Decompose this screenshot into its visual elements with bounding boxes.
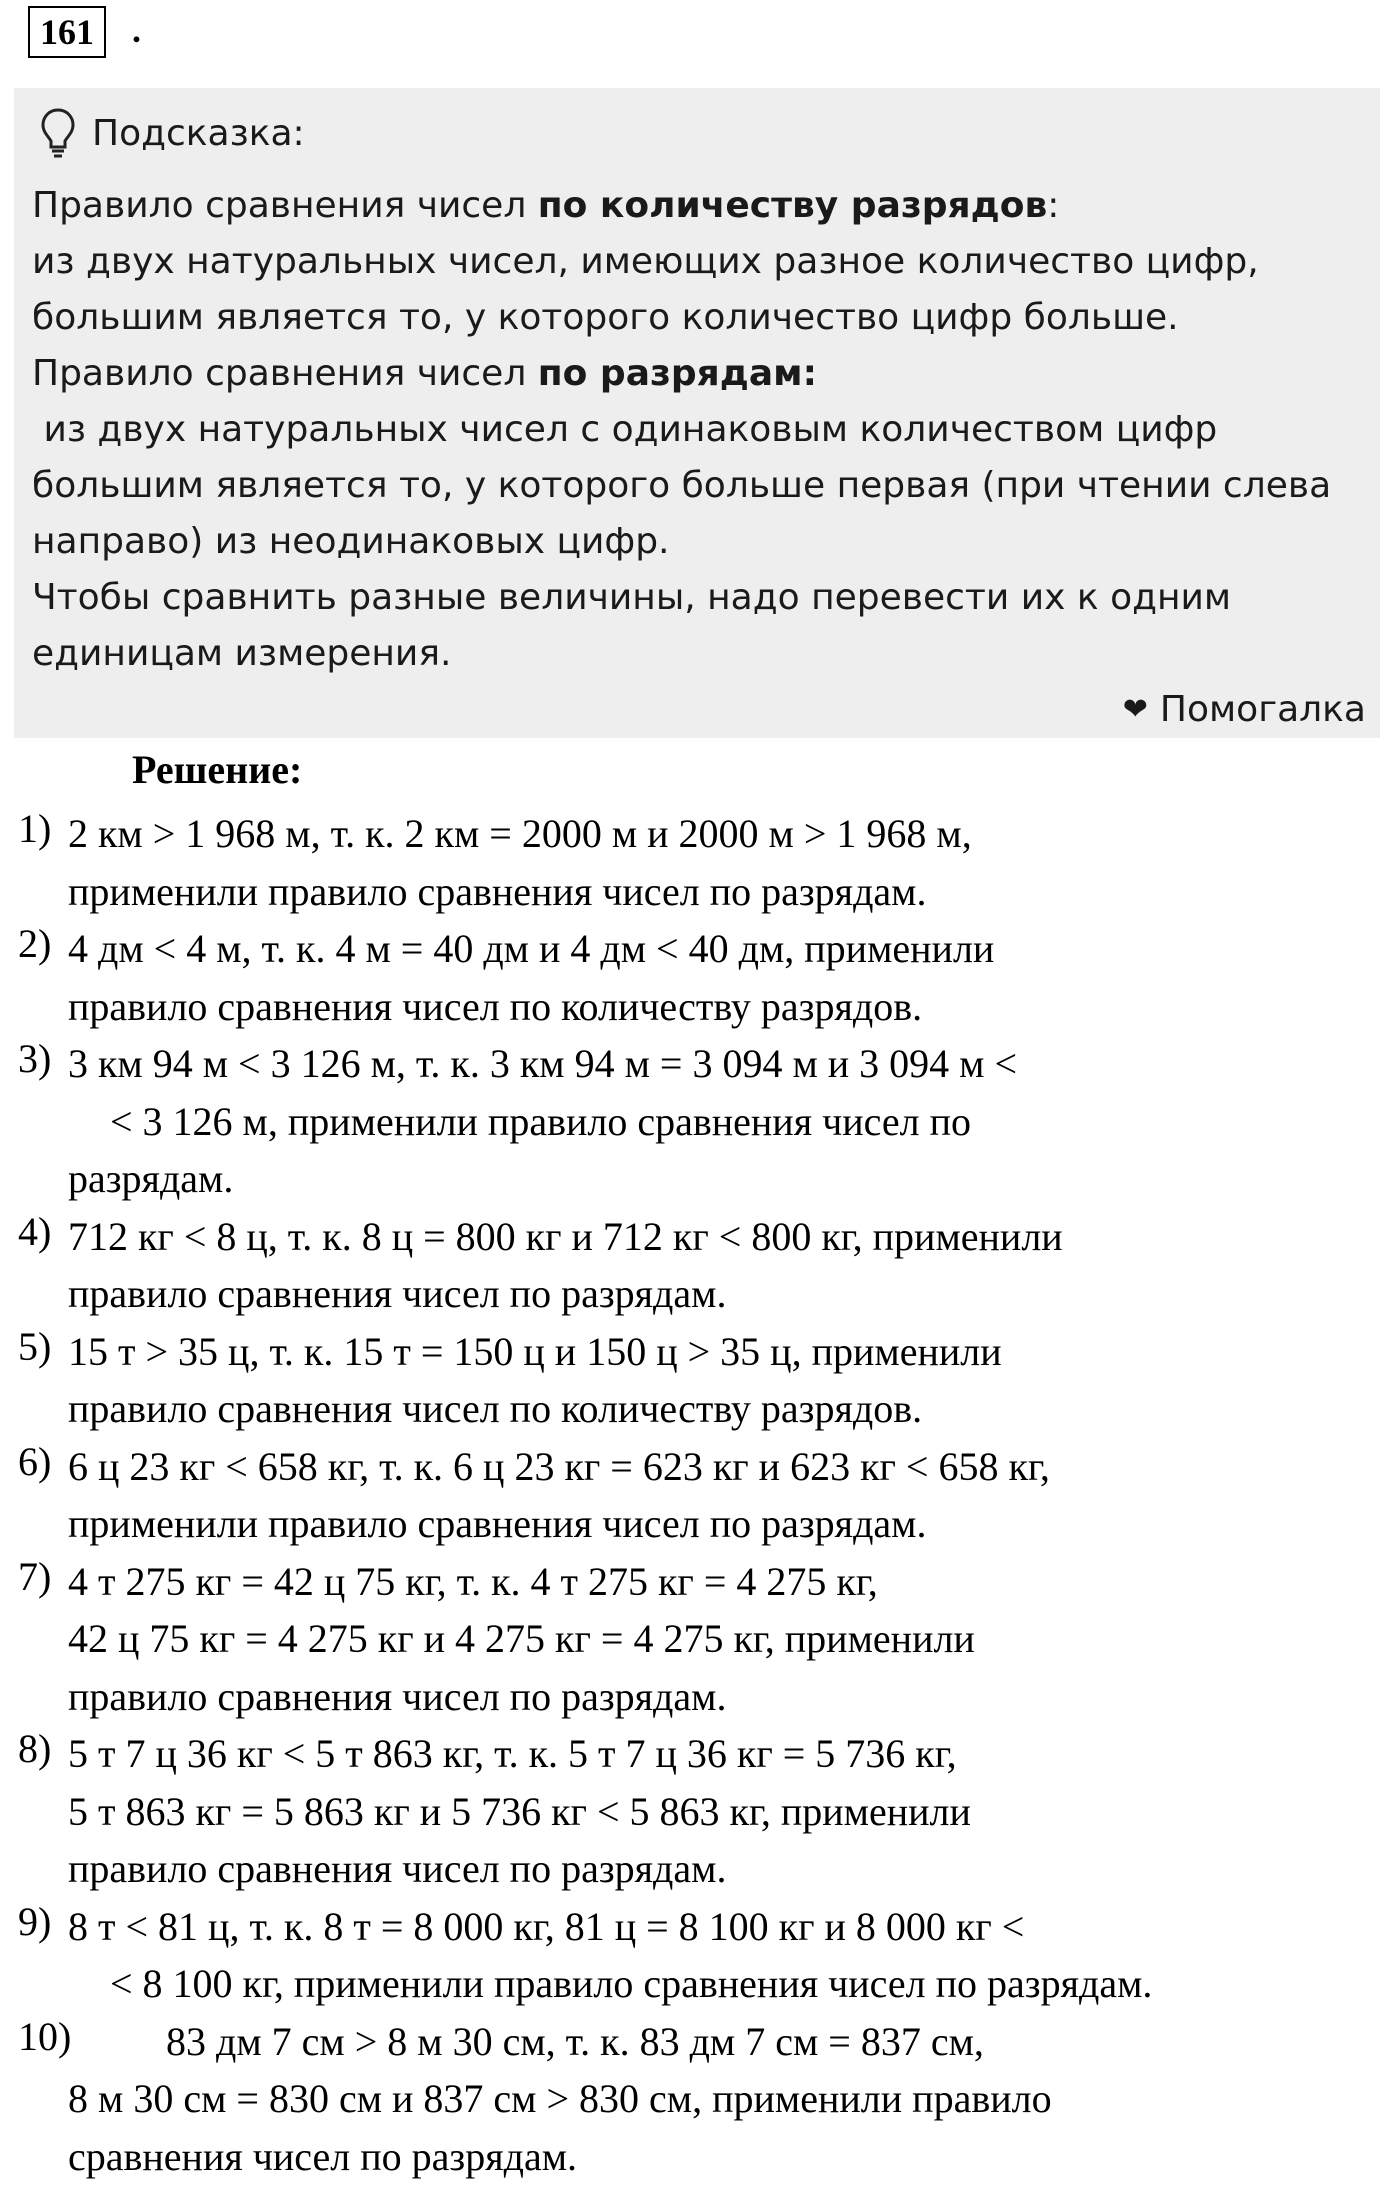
task-number-dot: . [132, 10, 141, 50]
solution-line: 3 км 94 м < 3 126 м, т. к. 3 км 94 м = 3 094 м и 3 094 м < [68, 1041, 1018, 1086]
hint-line: из двух натуральных чисел с одинаковым количеством цифр [32, 409, 1218, 450]
hint-header [32, 98, 1362, 168]
hint-bold-term: по количеству разрядов [537, 185, 1048, 226]
hint-text-part: Правило сравнения чисел [32, 353, 538, 394]
hint-bold-term: по разрядам: [537, 353, 817, 394]
solution-line: 712 кг < 8 ц, т. к. 8 ц = 800 кг и 712 кг < 800 кг, применили [68, 1213, 1063, 1259]
solution-line: 2 км > 1 968 м, т. к. 2 км = 2000 м и 2000 м > 1 968 м, [68, 811, 972, 856]
solution-line: 6 ц 23 кг < 658 кг, т. к. 6 ц 23 кг = 623 кг и 623 кг < 658 кг, [68, 1443, 1050, 1489]
solution-line: 4 дм < 4 м, т. к. 4 м = 40 дм и 4 дм < 40 дм, применили [68, 926, 995, 971]
solution-line: < 8 100 кг, применили правило сравнения чисел по разрядам. [110, 1961, 1153, 2006]
hint-panel [14, 88, 1380, 738]
solution-item [18, 1438, 1390, 1553]
solution-item-marker: 2) [18, 921, 52, 966]
solution-item [18, 805, 1390, 920]
solution-line: правило сравнения чисел по количеству разрядов. [68, 1386, 923, 1431]
solution-title: Решение: [132, 747, 303, 792]
heart-icon: ❤ [1122, 692, 1148, 727]
solution-item-marker: 8) [18, 1726, 52, 1771]
hint-text-part: : [1047, 185, 1060, 226]
solution-item [18, 920, 1390, 1035]
solution-line: 42 ц 75 кг = 4 275 кг и 4 275 кг = 4 275 кг, применили [68, 1616, 975, 1661]
credit [1123, 682, 1366, 738]
solution-list [18, 805, 1390, 2185]
solution-item [18, 1725, 1390, 1898]
solution-line: 5 т 7 ц 36 кг < 5 т 863 кг, т. к. 5 т 7 ц 36 кг = 5 736 кг, [68, 1731, 957, 1776]
hint-text-part: Правило сравнения чисел [32, 185, 538, 226]
solution-line: 83 дм 7 см > 8 м 30 см, т. к. 83 дм 7 см = 837 см, [166, 2018, 984, 2064]
hint-line: направо) из неодинаковых цифр. [32, 521, 670, 562]
solution-line: сравнения чисел по разрядам. [68, 2133, 578, 2179]
solution-item-marker: 4) [18, 1208, 52, 1254]
hint-line: Чтобы сравнить разные величины, надо перевести их к одним [32, 577, 1232, 618]
solution-item [18, 1323, 1390, 1438]
solution-item [18, 1898, 1390, 2013]
solution-line: применили правило сравнения чисел по разрядам. [68, 868, 927, 914]
solution-item [18, 1035, 1390, 1208]
credit-label: Помогалка [1159, 689, 1366, 730]
solution-line: < 3 126 м, применили правило сравнения чисел по [110, 1098, 971, 1144]
hint-line [32, 346, 1362, 402]
solution-line: 8 м 30 см = 830 см и 837 см > 830 см, применили правило [68, 2076, 1052, 2121]
solution-item-marker: 10) [18, 2013, 72, 2059]
hint-title: Подсказка: [92, 112, 305, 154]
solution-line: правило сравнения чисел по разрядам. [68, 1846, 727, 1891]
solution-item-marker: 1) [18, 806, 52, 851]
solution-line: 5 т 863 кг = 5 863 кг и 5 736 кг < 5 863 кг, применили [68, 1788, 971, 1834]
solution-line: 8 т < 81 ц, т. к. 8 т = 8 000 кг, 81 ц = 8 100 кг и 8 000 кг < [68, 1903, 1025, 1949]
hint-line: большим является то, у которого количество цифр больше. [32, 297, 1179, 338]
hint-line: единицам измерения. [32, 633, 452, 674]
solution-item-marker: 3) [18, 1036, 52, 1081]
solution-line: разрядам. [68, 1156, 234, 1201]
hint-line: большим является то, у которого больше первая (при чтении слева [32, 465, 1332, 506]
hint-line: из двух натуральных чисел, имеющих разное количество цифр, [32, 241, 1259, 282]
solution-item-marker: 6) [18, 1438, 52, 1484]
solution-line: применили правило сравнения чисел по разрядам. [68, 1501, 927, 1546]
hint-line [32, 178, 1362, 234]
solution-item-marker: 7) [18, 1553, 52, 1599]
solution-item-marker: 5) [18, 1323, 52, 1369]
solution-item [18, 1553, 1390, 1726]
solution-item-marker: 9) [18, 1898, 52, 1944]
solution-item [18, 2013, 1390, 2186]
solution-line: правило сравнения чисел по разрядам. [68, 1271, 727, 1316]
solution-line: правило сравнения чисел по разрядам. [68, 1673, 727, 1719]
solution-item [18, 1208, 1390, 1323]
solution-line: правило сравнения чисел по количеству разрядов. [68, 983, 923, 1029]
solution-line: 15 т > 35 ц, т. к. 15 т = 150 ц и 150 ц > 35 ц, применили [68, 1328, 1002, 1374]
hint-text [32, 178, 1362, 682]
solution-line: 4 т 275 кг = 42 ц 75 кг, т. к. 4 т 275 кг = 4 275 кг, [68, 1558, 878, 1604]
lightbulb-icon [40, 107, 76, 159]
task-number: 161 [28, 6, 106, 58]
